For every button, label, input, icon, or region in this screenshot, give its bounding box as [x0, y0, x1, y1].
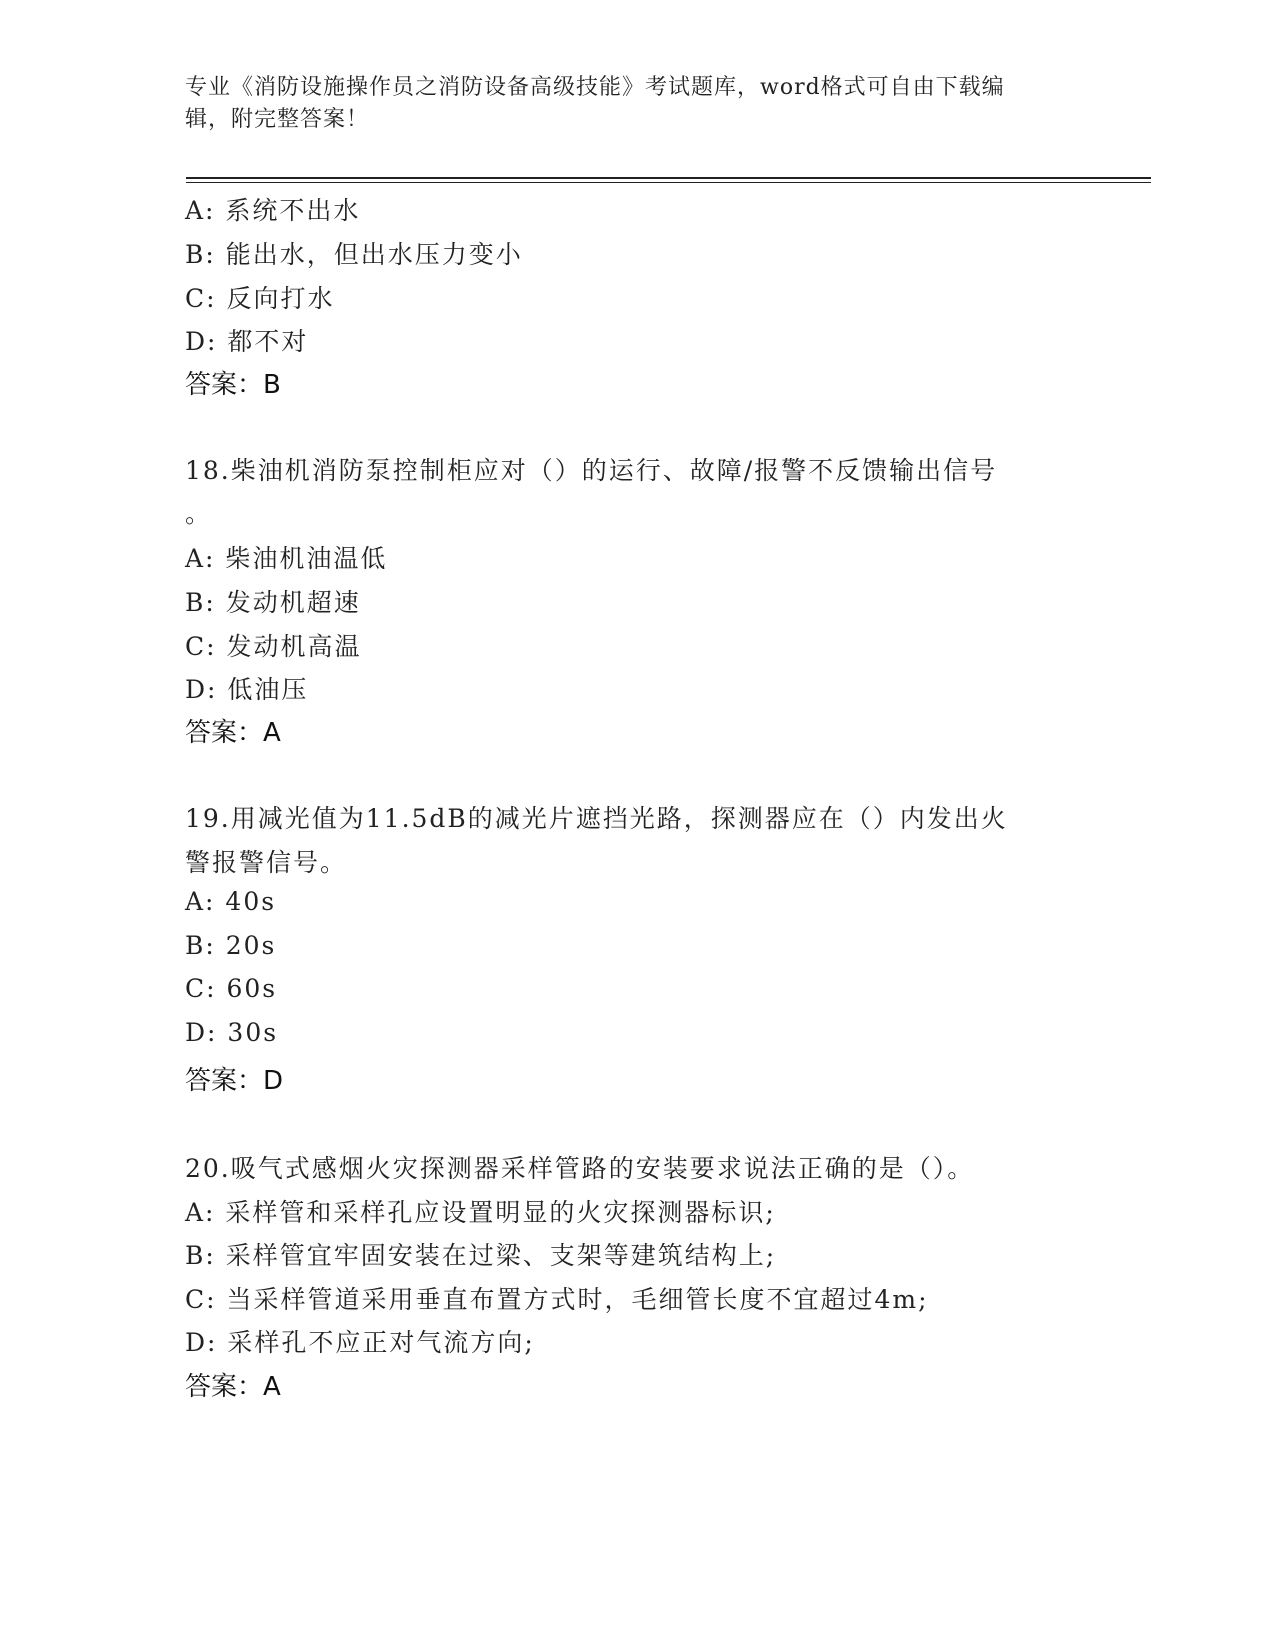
q17-option-d: D: 都不对	[185, 327, 309, 356]
q18-option-a: A: 柴油机油温低	[185, 544, 388, 573]
q18-option-b: B: 发动机超速	[185, 588, 361, 617]
q17-answer: 答案：B	[185, 370, 281, 400]
q20-stem-line-1: 20.吸气式感烟火灾探测器采样管路的安装要求说法正确的是（）。	[185, 1154, 975, 1183]
q19-stem-line-1: 19.用减光值为11.5dB的减光片遮挡光路，探测器应在（）内发出火	[185, 804, 1008, 833]
q19-answer: 答案：D	[185, 1066, 284, 1096]
q18-option-c: C: 发动机高温	[185, 632, 362, 661]
q17-option-c: C: 反向打水	[185, 284, 335, 313]
q18-option-d: D: 低油压	[185, 675, 309, 704]
q19-option-a: A: 40s	[185, 887, 277, 916]
header-line-1: 专业《消防设施操作员之消防设备高级技能》考试题库，word格式可自由下载编	[185, 75, 1005, 100]
header-divider-thick	[186, 177, 1151, 179]
q20-option-c: C: 当采样管道采用垂直布置方式时，毛细管长度不宜超过4m;	[185, 1285, 929, 1314]
q18-stem-line-2: 。	[185, 499, 213, 528]
q19-stem-line-2: 警报警信号。	[185, 848, 348, 877]
q20-option-b: B: 采样管宜牢固安装在过梁、支架等建筑结构上;	[185, 1241, 777, 1270]
q20-answer: 答案：A	[185, 1372, 281, 1402]
q17-option-b: B: 能出水，但出水压力变小	[185, 240, 523, 269]
q19-option-d: D: 30s	[185, 1018, 279, 1047]
q18-answer: 答案：A	[185, 718, 281, 748]
q18-stem-line-1: 18.柴油机消防泵控制柜应对（）的运行、故障/报警不反馈输出信号	[185, 456, 998, 485]
q19-option-c: C: 60s	[185, 974, 278, 1003]
q20-option-d: D: 采样孔不应正对气流方向;	[185, 1328, 535, 1357]
q19-option-b: B: 20s	[185, 931, 277, 960]
header-line-2: 辑，附完整答案！	[185, 107, 370, 132]
q17-option-a: A: 系统不出水	[185, 196, 361, 225]
document-header	[185, 72, 1065, 136]
q20-option-a: A: 采样管和采样孔应设置明显的火灾探测器标识;	[185, 1198, 776, 1227]
header-divider-thin	[186, 182, 1151, 183]
